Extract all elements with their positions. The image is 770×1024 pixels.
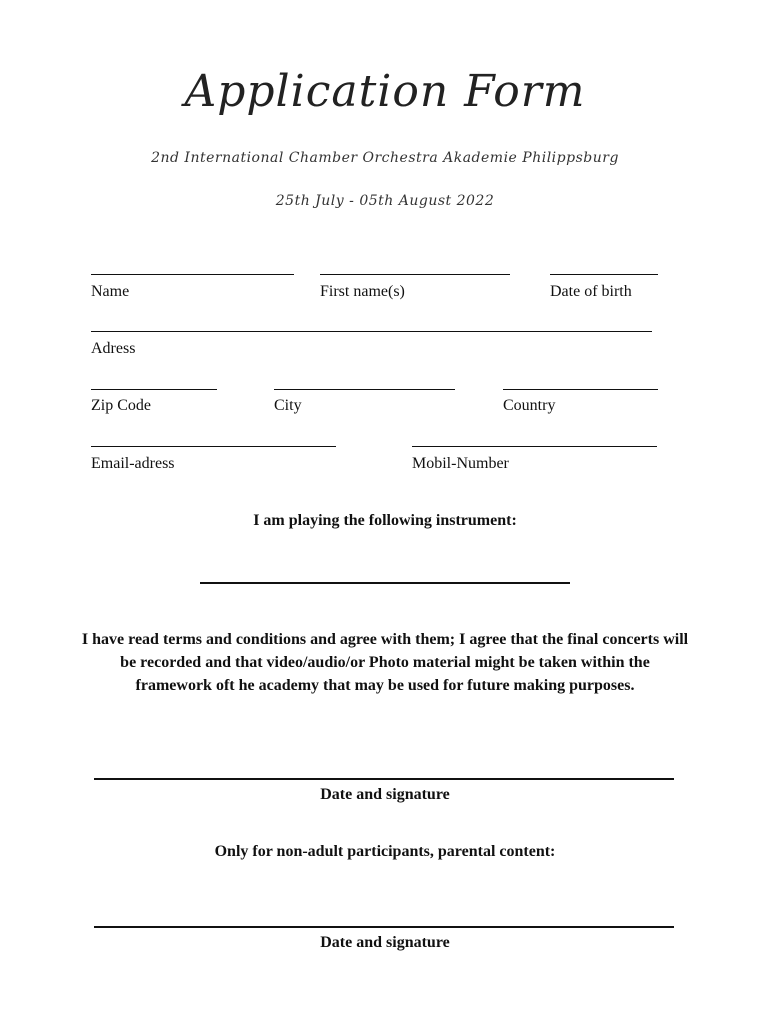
first-name-label: First name(s) [320,283,405,300]
city-input-line[interactable] [274,389,455,390]
email-input-line[interactable] [91,446,336,447]
zip-code-input-line[interactable] [91,389,217,390]
first-name-input-line[interactable] [320,274,510,275]
parental-signature-input-line[interactable] [94,926,674,928]
mobile-input-line[interactable] [412,446,657,447]
terms-text: I have read terms and conditions and agree with them; I agree that the final concerts will be recorded and that video/audio/or Photo material might be taken within the framework oft he academy that may be used for future making purposes. [81,631,689,694]
address-label: Adress [91,340,136,357]
form-title: Application Form [184,66,586,117]
address-input-line[interactable] [91,331,652,332]
name-input-line[interactable] [91,274,294,275]
zip-code-label: Zip Code [91,397,151,414]
event-subtitle: 2nd International Chamber Orchestra Akademie Philippsburg [151,150,619,166]
signature-input-line[interactable] [94,778,674,780]
name-label: Name [91,283,130,300]
signature-label: Date and signature [320,786,450,803]
mobile-label: Mobil-Number [412,455,509,472]
instrument-input-line[interactable] [200,582,570,584]
instrument-prompt: I am playing the following instrument: [253,512,517,529]
country-label: Country [503,397,556,414]
parental-prompt: Only for non-adult participants, parental content: [214,843,556,860]
country-input-line[interactable] [503,389,658,390]
city-label: City [274,397,302,414]
date-of-birth-label: Date of birth [550,283,632,300]
event-dates: 25th July - 05th August 2022 [275,193,495,209]
parental-signature-label: Date and signature [320,934,450,951]
date-of-birth-input-line[interactable] [550,274,658,275]
email-label: Email-adress [91,455,175,472]
